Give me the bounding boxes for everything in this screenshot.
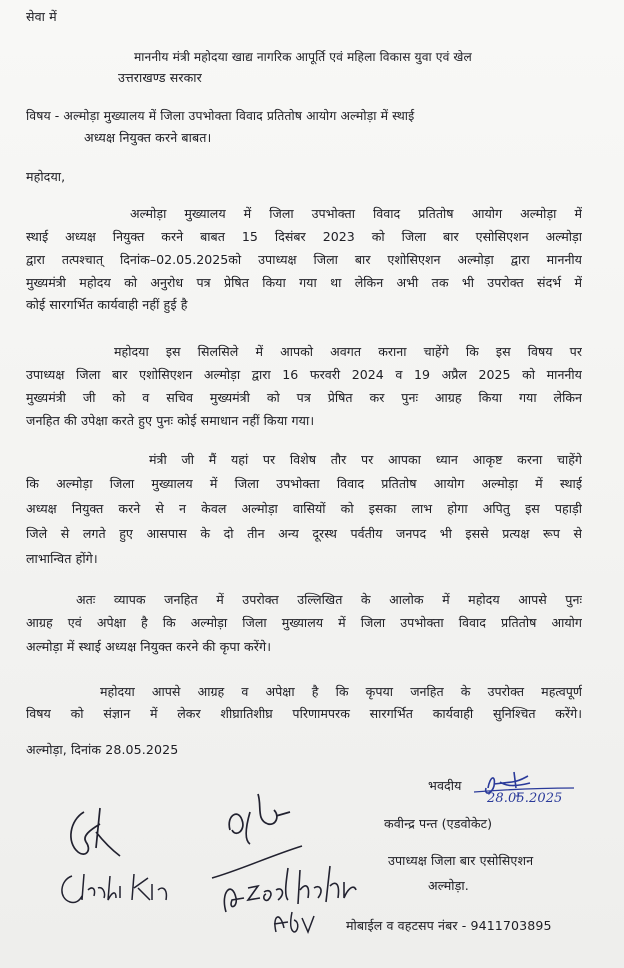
signature-azad-khan — [210, 786, 370, 938]
recipient-line-1: माननीय मंत्री महोदया खाद्य नागरिक आपूर्ति एवं महिला विकास युवा एवं खेल — [134, 50, 472, 64]
salutation-to: सेवा में — [26, 9, 57, 24]
paragraph-line: जिले से लगते हुए आसपास के दो तीन अन्य दूरस्थ पर्वतीय जनपद भी इससे प्रत्यक्ष रूप से — [26, 526, 582, 541]
recipient-line-2: उत्तराखण्ड सरकार — [118, 70, 202, 85]
sender-place: अल्मोड़ा. — [428, 878, 469, 893]
signature-initial-mark — [56, 802, 132, 866]
paragraph-line: कोई सारगर्भित कार्यवाही नहीं हुई है — [26, 297, 188, 312]
place-date: अल्मोड़ा, दिनांक 28.05.2025 — [26, 742, 179, 757]
paragraph-line: अल्मोड़ा मुख्यालय में जिला उपभोक्ता विवाद प्रतितोष आयोग अल्मोड़ा में — [130, 206, 582, 221]
sender-contact: मोबाईल व वहटसप नंबर - 9411703895 — [346, 918, 552, 933]
paragraph-line: आग्रह एवं अपेक्षा है कि अल्मोड़ा जिला मुख्यालय में जिला उपभोक्ता विवाद प्रतितोष आयोग — [26, 615, 582, 630]
paragraph-line: अतः व्यापक जनहित में उपरोक्त उल्लिखित के आलोक में महोदय आपसे पुनः — [76, 592, 582, 607]
subject-line-1: विषय - अल्मोड़ा मुख्यालय में जिला उपभोक्ता विवाद प्रतितोष आयोग अल्मोड़ा में स्थाई — [26, 108, 415, 123]
paragraph-line: मुख्यमंत्री जी को व सचिव मुख्यमंत्री को पत्र प्रेषित कर पुनः आग्रह किया गया लेकिन — [26, 390, 582, 405]
paragraph-line: कि अल्मोड़ा जिला मुख्यालय में जिला उपभोक्ता विवाद प्रतितोष आयोग अल्मोड़ा में स्थाई — [26, 476, 582, 491]
sender-name: कवीन्द्र पन्त (एडवोकेट) — [384, 816, 493, 831]
paragraph-line: विषय को संज्ञान में लेकर शीघ्रातिशीघ्र परिणामपरक सारगर्भित कार्यवाही सुनिश्चित करेंगे। — [26, 706, 582, 721]
greeting: महोदया, — [26, 169, 66, 184]
paragraph-line: मंत्री जी मैं यहां पर विशेष तौर पर आपका ध्यान आकृष्ट करना चाहेंगे — [149, 452, 582, 467]
subject-line-2: अध्यक्ष नियुक्त करने बाबत। — [84, 130, 212, 145]
paragraph-line: महोदया इस सिलसिले में आपको अवगत कराना चाहेंगे कि इस विषय पर — [114, 344, 582, 359]
paragraph-line: अल्मोड़ा में स्थाई अध्यक्ष नियुक्त करने की कृपा करेंगे। — [26, 639, 272, 654]
paragraph-line: लाभान्वित होंगे। — [26, 551, 98, 566]
paragraph-line: महोदया आपसे आग्रह व अपेक्षा है कि कृपया जनहित के उपरोक्त महत्वपूर्ण — [100, 684, 582, 699]
paragraph-line: उपाध्यक्ष जिला बार एशोसिएशन अल्मोड़ा द्वारा 16 फरवरी 2024 व 19 अप्रैल 2025 को माननीय — [26, 367, 582, 382]
paragraph-line: अध्यक्ष नियुक्त करने से न केवल अल्मोड़ा वासियों को इसका लाभ होगा अपितु इस पहाड़ी — [26, 501, 582, 516]
signature-chandi-khan — [54, 866, 174, 914]
paragraph-line: द्वारा तत्पश्चात् दिनांक–02.05.2025को उपाध्यक्ष जिला बार एशोसिएशन अल्मोड़ा द्वारा माननीय — [26, 252, 582, 267]
paragraph-line: जनहित की उपेक्षा करते हुए पुनः कोई समाधान नहीं किया गया। — [26, 413, 315, 428]
closing: भवदीय — [428, 778, 462, 793]
sender-designation: उपाध्यक्ष जिला बार एसोसिएशन — [388, 853, 534, 868]
paragraph-line: स्थाई अध्यक्ष नियुक्त करने बाबत 15 दिसंबर 2023 को जिला बार एसोसिएशन अल्मोड़ा — [26, 229, 582, 244]
paragraph-line: मुख्यमंत्री महोदय को अनुरोध पत्र प्रेषित किया गया था लेकिन अभी तक भी उपरोक्त संदर्भ में — [26, 275, 582, 290]
signature-date: 28.05.2025 — [487, 791, 563, 806]
